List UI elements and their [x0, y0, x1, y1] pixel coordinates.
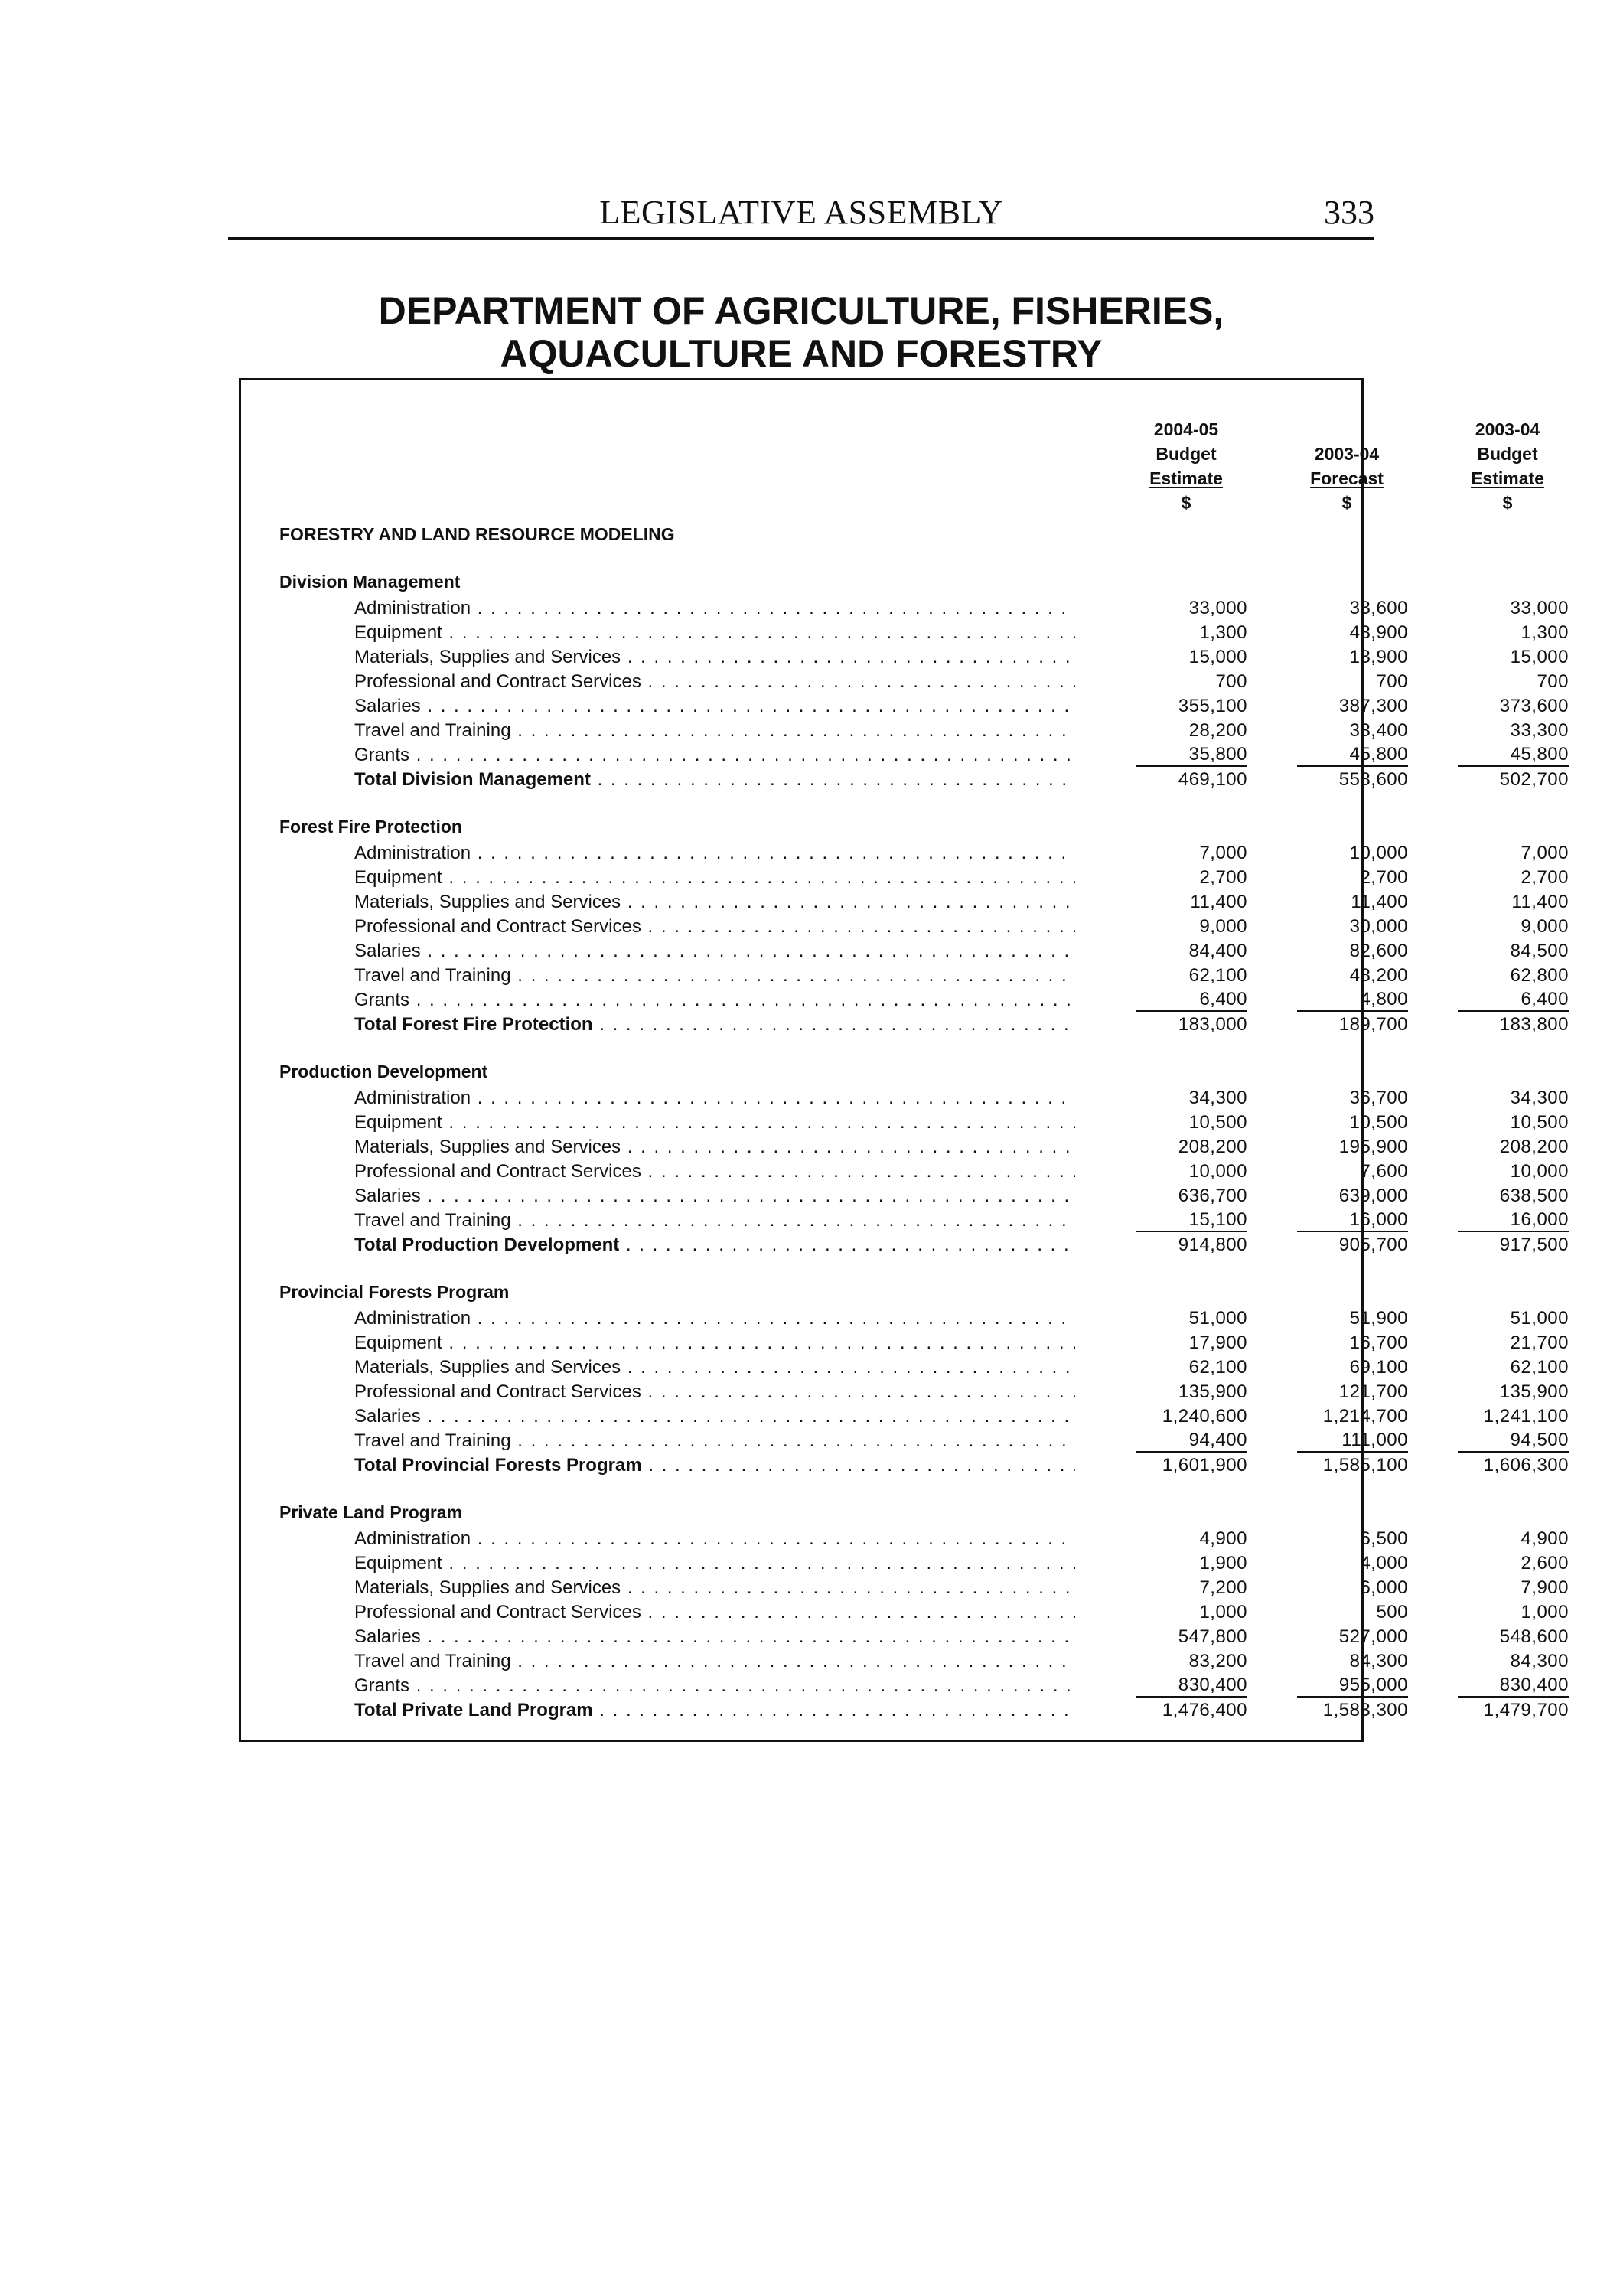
value-2004-05-estimate: 83,200	[1188, 1651, 1247, 1671]
value-2004-05-estimate: 6,400	[1136, 988, 1247, 1012]
row-label: Professional and Contract Services . . .	[354, 670, 1075, 694]
row-label: Materials, Supplies and Services . . .	[354, 645, 1075, 670]
group-title: Forest Fire Protection	[279, 817, 462, 837]
column-header-2004-05-budget-estimate	[1121, 417, 1251, 515]
column-line2: 2003-04	[1314, 444, 1380, 464]
value-2004-05-estimate: 547,800	[1178, 1626, 1247, 1647]
table-row	[241, 1625, 1569, 1649]
value-2004-05-estimate: 183,000	[1178, 1014, 1247, 1035]
row-label: Grants . . .	[354, 1674, 1075, 1698]
value-2003-04-estimate: 33,300	[1510, 720, 1569, 741]
group-title: Provincial Forests Program	[279, 1282, 510, 1302]
row-label: Equipment . . .	[354, 866, 1075, 890]
row-label: Total Division Management . . .	[354, 768, 1075, 792]
value-2004-05-estimate: 830,400	[1136, 1674, 1247, 1698]
value-2004-05-estimate: 62,100	[1188, 1357, 1247, 1378]
table-row	[241, 988, 1569, 1013]
value-2004-05-estimate: 33,000	[1188, 598, 1247, 618]
row-label: Administration . . .	[354, 841, 1075, 866]
value-2003-04-estimate: 830,400	[1458, 1674, 1569, 1698]
value-2003-04-estimate: 7,900	[1521, 1577, 1569, 1598]
table-row	[241, 1331, 1569, 1355]
value-2004-05-estimate: 28,200	[1188, 720, 1247, 741]
section-heading: FORESTRY AND LAND RESOURCE MODELING	[279, 524, 675, 544]
value-2003-04-estimate: 638,500	[1499, 1186, 1569, 1206]
row-label: Travel and Training . . .	[354, 964, 1075, 988]
page-header	[228, 193, 1374, 240]
value-2003-04-forecast: 1,585,100	[1322, 1455, 1408, 1476]
group-title: Production Development	[279, 1062, 488, 1081]
table-row	[241, 1380, 1569, 1404]
row-label: Salaries . . .	[354, 1184, 1075, 1208]
value-2003-04-forecast: 955,000	[1297, 1674, 1408, 1698]
value-2003-04-estimate: 700	[1537, 671, 1569, 692]
estimates-table	[239, 378, 1569, 1742]
value-2003-04-estimate: 84,300	[1510, 1651, 1569, 1671]
row-label: Salaries . . .	[354, 1625, 1075, 1649]
table-row	[241, 915, 1569, 939]
table-row	[241, 719, 1569, 743]
table-row	[241, 1576, 1569, 1600]
column-line3: Estimate	[1149, 468, 1223, 488]
value-2003-04-estimate: 4,900	[1521, 1528, 1569, 1549]
table-row	[241, 621, 1569, 645]
value-2003-04-estimate: 1,300	[1521, 622, 1569, 643]
value-2003-04-forecast: 6,500	[1360, 1528, 1408, 1549]
value-2003-04-estimate: 15,000	[1510, 647, 1569, 667]
row-label: Administration . . .	[354, 1527, 1075, 1551]
row-label: Equipment . . .	[354, 1551, 1075, 1576]
total-row	[241, 1013, 1569, 1037]
value-2003-04-forecast: 189,700	[1338, 1014, 1408, 1035]
row-label: Administration . . .	[354, 1306, 1075, 1331]
value-2003-04-forecast: 16,700	[1349, 1332, 1408, 1353]
column-unit: $	[1181, 493, 1191, 513]
value-2003-04-forecast: 1,214,700	[1322, 1406, 1408, 1427]
column-line3: Forecast	[1310, 468, 1384, 488]
value-2003-04-forecast: 43,900	[1349, 622, 1408, 643]
group-title: Private Land Program	[279, 1502, 463, 1522]
value-2003-04-forecast: 2,700	[1360, 867, 1408, 888]
value-2003-04-estimate: 7,000	[1521, 843, 1569, 863]
row-label: Administration . . .	[354, 596, 1075, 621]
value-2003-04-forecast: 84,300	[1349, 1651, 1408, 1671]
value-2003-04-forecast: 387,300	[1338, 696, 1408, 716]
value-2003-04-forecast: 33,600	[1349, 598, 1408, 618]
row-label: Equipment . . .	[354, 621, 1075, 645]
value-2003-04-estimate: 62,800	[1510, 965, 1569, 986]
row-label: Materials, Supplies and Services . . .	[354, 1355, 1075, 1380]
value-2004-05-estimate: 1,900	[1199, 1553, 1247, 1574]
table-row	[241, 1355, 1569, 1380]
value-2003-04-estimate: 917,500	[1499, 1234, 1569, 1255]
column-year: 2003-04	[1475, 419, 1540, 439]
value-2004-05-estimate: 2,700	[1199, 867, 1247, 888]
row-label: Administration . . .	[354, 1086, 1075, 1110]
table-row	[241, 939, 1569, 964]
value-2003-04-forecast: 6,000	[1360, 1577, 1408, 1598]
value-2003-04-estimate: 9,000	[1521, 916, 1569, 937]
column-header-2003-04-budget-estimate	[1442, 417, 1573, 515]
table-row	[241, 694, 1569, 719]
table-row	[241, 1600, 1569, 1625]
value-2003-04-forecast: 639,000	[1338, 1186, 1408, 1206]
row-label: Equipment . . .	[354, 1331, 1075, 1355]
value-2003-04-estimate: 1,241,100	[1483, 1406, 1569, 1427]
table-row	[241, 1110, 1569, 1135]
value-2004-05-estimate: 10,500	[1188, 1112, 1247, 1133]
value-2003-04-estimate: 10,000	[1510, 1161, 1569, 1182]
table-row	[241, 1429, 1569, 1453]
value-2003-04-forecast: 1,583,300	[1322, 1700, 1408, 1720]
value-2003-04-forecast: 51,900	[1349, 1308, 1408, 1329]
row-label: Total Provincial Forests Program . . .	[354, 1453, 1075, 1478]
value-2003-04-estimate: 84,500	[1510, 941, 1569, 961]
row-label: Materials, Supplies and Services . . .	[354, 1576, 1075, 1600]
value-2004-05-estimate: 700	[1215, 671, 1247, 692]
page-number: 333	[1324, 194, 1374, 231]
value-2004-05-estimate: 636,700	[1178, 1186, 1247, 1206]
department-title-line-2: AQUACULTURE AND FORESTRY	[500, 332, 1103, 375]
value-2003-04-estimate: 6,400	[1458, 988, 1569, 1012]
value-2003-04-estimate: 2,600	[1521, 1553, 1569, 1574]
table-row	[241, 1184, 1569, 1208]
table-row	[241, 1135, 1569, 1159]
table-row	[241, 743, 1569, 768]
value-2004-05-estimate: 1,240,600	[1162, 1406, 1247, 1427]
value-2003-04-estimate: 10,500	[1510, 1112, 1569, 1133]
department-title	[228, 289, 1374, 375]
row-label: Salaries . . .	[354, 1404, 1075, 1429]
row-label: Salaries . . .	[354, 694, 1075, 719]
value-2004-05-estimate: 35,800	[1136, 743, 1247, 767]
row-label: Travel and Training . . .	[354, 1208, 1075, 1233]
value-2003-04-estimate: 62,100	[1510, 1357, 1569, 1378]
row-label: Travel and Training . . .	[354, 1429, 1075, 1453]
row-label: Professional and Contract Services . . .	[354, 1600, 1075, 1625]
value-2004-05-estimate: 15,000	[1188, 647, 1247, 667]
value-2003-04-estimate: 33,000	[1510, 598, 1569, 618]
row-label: Professional and Contract Services . . .	[354, 1159, 1075, 1184]
value-2004-05-estimate: 7,200	[1199, 1577, 1247, 1598]
table-row	[241, 645, 1569, 670]
value-2004-05-estimate: 84,400	[1188, 941, 1247, 961]
value-2003-04-estimate: 502,700	[1499, 769, 1569, 790]
value-2004-05-estimate: 51,000	[1188, 1308, 1247, 1329]
table-row	[241, 1404, 1569, 1429]
row-label: Total Forest Fire Protection . . .	[354, 1013, 1075, 1037]
value-2003-04-estimate: 94,500	[1458, 1429, 1569, 1453]
value-2004-05-estimate: 135,900	[1178, 1381, 1247, 1402]
row-label: Professional and Contract Services . . .	[354, 1380, 1075, 1404]
table-row	[241, 1551, 1569, 1576]
row-label: Travel and Training . . .	[354, 1649, 1075, 1674]
total-row	[241, 1453, 1569, 1478]
table-row	[241, 1306, 1569, 1331]
table-row	[241, 1159, 1569, 1184]
table-row	[241, 964, 1569, 988]
row-label: Total Private Land Program . . .	[354, 1698, 1075, 1723]
value-2003-04-forecast: 48,200	[1349, 965, 1408, 986]
value-2003-04-forecast: 111,000	[1297, 1429, 1408, 1453]
table-row	[241, 841, 1569, 866]
value-2003-04-estimate: 1,606,300	[1483, 1455, 1569, 1476]
table-row	[241, 1527, 1569, 1551]
table-row	[241, 866, 1569, 890]
value-2004-05-estimate: 4,900	[1199, 1528, 1247, 1549]
value-2004-05-estimate: 7,000	[1199, 843, 1247, 863]
value-2003-04-forecast: 527,000	[1338, 1626, 1408, 1647]
row-label: Materials, Supplies and Services . . .	[354, 890, 1075, 915]
value-2003-04-estimate: 183,800	[1499, 1014, 1569, 1035]
row-label: Salaries . . .	[354, 939, 1075, 964]
value-2004-05-estimate: 208,200	[1178, 1137, 1247, 1157]
value-2004-05-estimate: 15,100	[1136, 1208, 1247, 1232]
value-2004-05-estimate: 914,800	[1178, 1234, 1247, 1255]
value-2003-04-forecast: 36,700	[1349, 1088, 1408, 1108]
value-2003-04-forecast: 13,900	[1349, 647, 1408, 667]
column-header-2003-04-forecast	[1282, 442, 1412, 515]
value-2003-04-estimate: 51,000	[1510, 1308, 1569, 1329]
column-year: 2004-05	[1153, 419, 1219, 439]
total-row	[241, 1233, 1569, 1257]
row-label: Travel and Training . . .	[354, 719, 1075, 743]
value-2004-05-estimate: 10,000	[1188, 1161, 1247, 1182]
value-2004-05-estimate: 62,100	[1188, 965, 1247, 986]
value-2003-04-forecast: 10,000	[1349, 843, 1408, 863]
column-line2: Budget	[1156, 444, 1217, 464]
table-row	[241, 1086, 1569, 1110]
total-row	[241, 1698, 1569, 1723]
value-2003-04-forecast: 11,400	[1351, 892, 1408, 912]
value-2004-05-estimate: 1,000	[1199, 1602, 1247, 1623]
table-row	[241, 596, 1569, 621]
value-2003-04-forecast: 45,800	[1297, 743, 1408, 767]
value-2004-05-estimate: 9,000	[1199, 916, 1247, 937]
value-2003-04-forecast: 10,500	[1349, 1112, 1408, 1133]
value-2004-05-estimate: 94,400	[1136, 1429, 1247, 1453]
row-label: Professional and Contract Services . . .	[354, 915, 1075, 939]
value-2003-04-estimate: 208,200	[1499, 1137, 1569, 1157]
value-2003-04-estimate: 135,900	[1499, 1381, 1569, 1402]
value-2003-04-forecast: 905,700	[1338, 1234, 1408, 1255]
value-2003-04-forecast: 121,700	[1338, 1381, 1408, 1402]
value-2003-04-estimate: 45,800	[1458, 743, 1569, 767]
row-label: Materials, Supplies and Services . . .	[354, 1135, 1075, 1159]
value-2004-05-estimate: 355,100	[1178, 696, 1247, 716]
value-2003-04-forecast: 30,000	[1349, 916, 1408, 937]
value-2003-04-forecast: 4,000	[1360, 1553, 1408, 1574]
column-line2: Budget	[1477, 444, 1538, 464]
running-title: LEGISLATIVE ASSEMBLY	[599, 194, 1003, 231]
row-label: Grants . . .	[354, 988, 1075, 1013]
table-row	[241, 1208, 1569, 1233]
table-row	[241, 1649, 1569, 1674]
column-unit: $	[1502, 493, 1513, 513]
value-2003-04-forecast: 7,600	[1360, 1161, 1408, 1182]
value-2003-04-estimate: 34,300	[1510, 1088, 1569, 1108]
value-2004-05-estimate: 1,601,900	[1162, 1455, 1247, 1476]
value-2003-04-forecast: 500	[1376, 1602, 1408, 1623]
column-line3: Estimate	[1471, 468, 1544, 488]
value-2003-04-forecast: 82,600	[1349, 941, 1408, 961]
total-row	[241, 768, 1569, 792]
value-2003-04-forecast: 700	[1376, 671, 1408, 692]
value-2003-04-forecast: 558,600	[1338, 769, 1408, 790]
value-2003-04-forecast: 33,400	[1349, 720, 1408, 741]
value-2003-04-forecast: 16,000	[1297, 1208, 1408, 1232]
value-2004-05-estimate: 1,476,400	[1162, 1700, 1247, 1720]
value-2003-04-estimate: 11,400	[1511, 892, 1569, 912]
value-2003-04-estimate: 16,000	[1458, 1208, 1569, 1232]
table-row	[241, 890, 1569, 915]
department-title-line-1: DEPARTMENT OF AGRICULTURE, FISHERIES,	[378, 289, 1224, 332]
row-label: Grants . . .	[354, 743, 1075, 768]
value-2004-05-estimate: 1,300	[1199, 622, 1247, 643]
value-2004-05-estimate: 34,300	[1188, 1088, 1247, 1108]
value-2003-04-estimate: 2,700	[1521, 867, 1569, 888]
row-label: Total Production Development . . .	[354, 1233, 1075, 1257]
value-2003-04-forecast: 69,100	[1349, 1357, 1408, 1378]
value-2003-04-estimate: 1,000	[1521, 1602, 1569, 1623]
column-unit: $	[1341, 493, 1352, 513]
value-2003-04-estimate: 548,600	[1499, 1626, 1569, 1647]
value-2004-05-estimate: 17,900	[1188, 1332, 1247, 1353]
value-2003-04-estimate: 21,700	[1510, 1332, 1569, 1353]
value-2003-04-forecast: 4,800	[1297, 988, 1408, 1012]
value-2003-04-estimate: 1,479,700	[1483, 1700, 1569, 1720]
group-title: Division Management	[279, 572, 461, 592]
value-2004-05-estimate: 469,100	[1178, 769, 1247, 790]
table-row	[241, 670, 1569, 694]
value-2003-04-estimate: 373,600	[1499, 696, 1569, 716]
table-row	[241, 1674, 1569, 1698]
value-2003-04-forecast: 195,900	[1338, 1137, 1408, 1157]
value-2004-05-estimate: 11,400	[1190, 892, 1247, 912]
row-label: Equipment . . .	[354, 1110, 1075, 1135]
